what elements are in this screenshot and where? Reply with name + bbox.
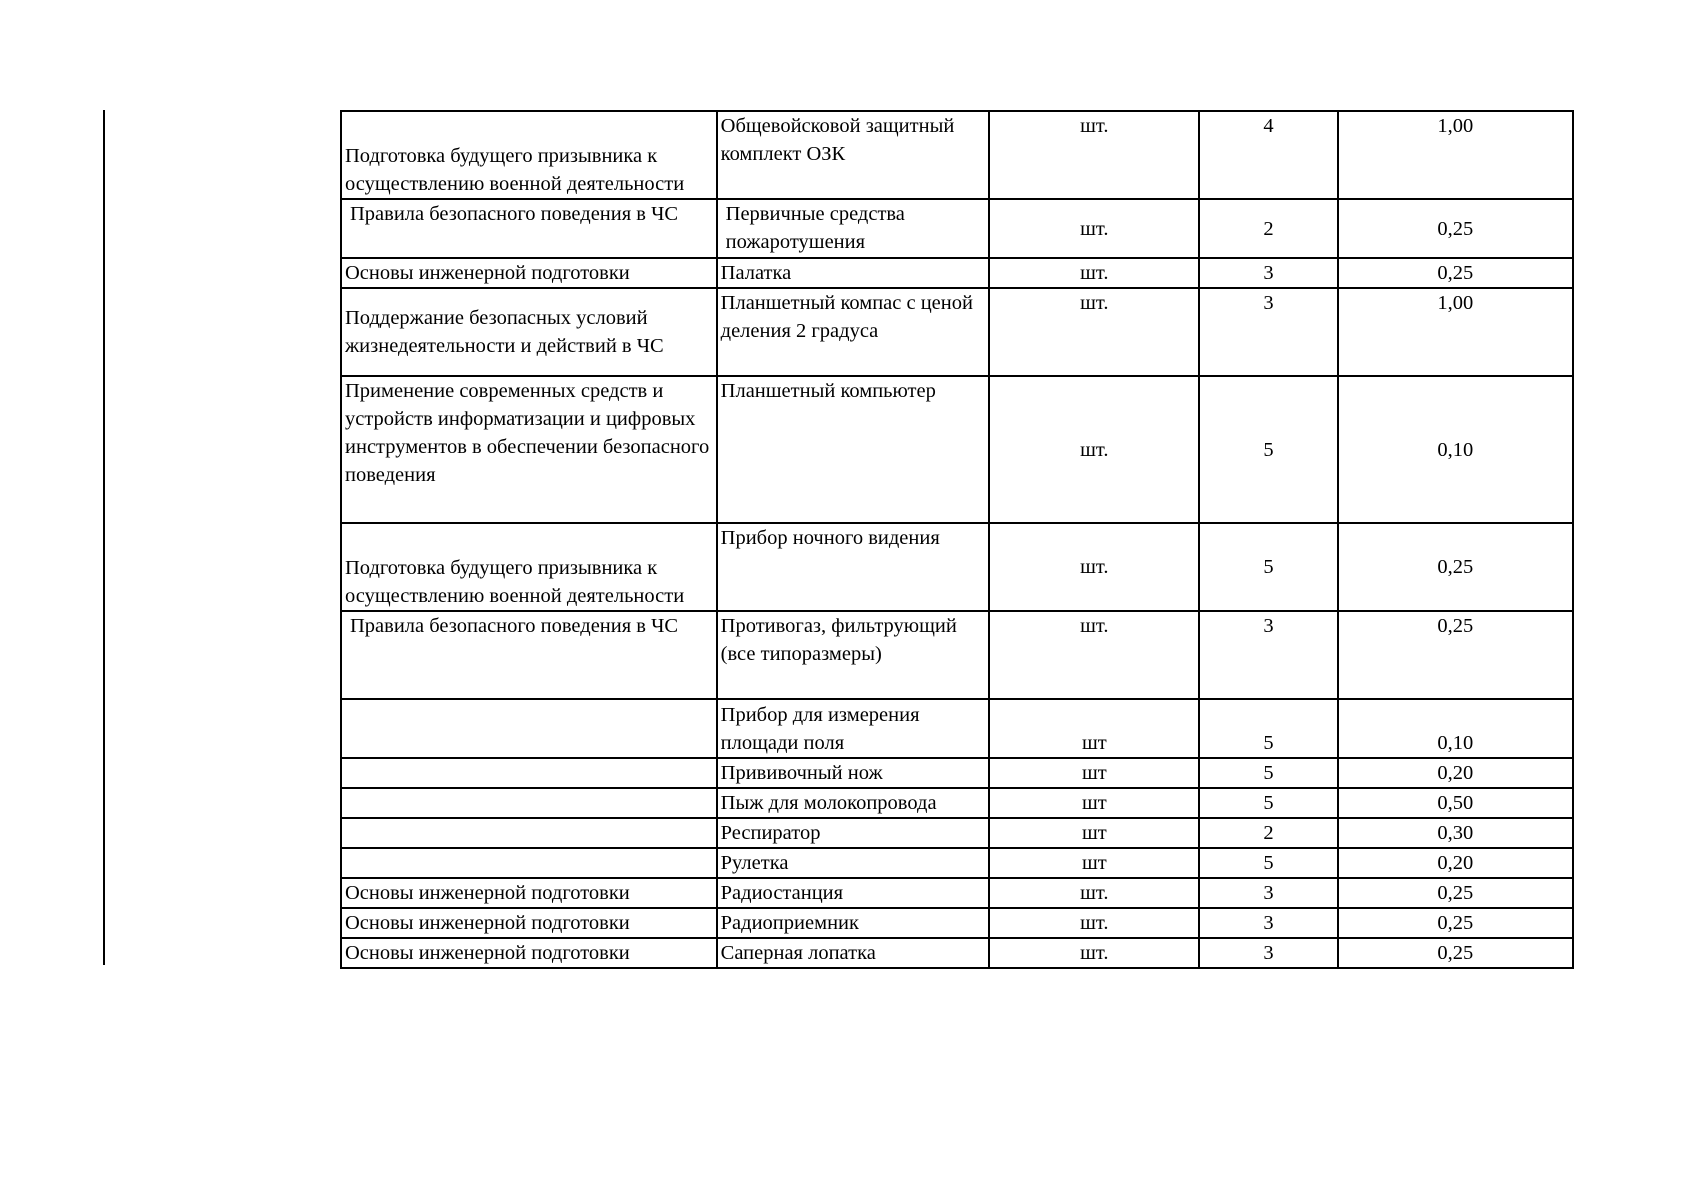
norm-cell: 0,20 [1338, 758, 1573, 788]
section-cell: Основы инженерной подготовки [341, 908, 717, 938]
quantity-cell: 3 [1199, 611, 1337, 699]
section-cell: Основы инженерной подготовки [341, 938, 717, 968]
unit-cell: шт [989, 788, 1199, 818]
item-cell: Радиостанция [717, 878, 990, 908]
section-cell [341, 818, 717, 848]
quantity-cell: 2 [1199, 818, 1337, 848]
table-row [341, 199, 1573, 258]
section-cell: Основы инженерной подготовки [341, 878, 717, 908]
equipment-table [340, 110, 1574, 969]
quantity-cell: 5 [1199, 523, 1337, 611]
unit-cell: шт. [989, 908, 1199, 938]
item-cell: Рулетка [717, 848, 990, 878]
norm-cell: 0,25 [1338, 938, 1573, 968]
unit-cell: шт. [989, 199, 1199, 258]
unit-cell: шт [989, 699, 1199, 758]
item-cell: Радиоприемник [717, 908, 990, 938]
unit-cell: шт. [989, 523, 1199, 611]
unit-cell: шт [989, 848, 1199, 878]
norm-cell: 0,25 [1338, 878, 1573, 908]
section-cell [341, 758, 717, 788]
quantity-cell: 3 [1199, 258, 1337, 288]
table-row [341, 611, 1573, 699]
item-cell: Прибор ночного видения [717, 523, 990, 611]
table-row [341, 848, 1573, 878]
table-row [341, 938, 1573, 968]
section-cell: Правила безопасного поведения в ЧС [341, 199, 717, 258]
norm-cell: 0,10 [1338, 376, 1573, 523]
norm-cell: 0,10 [1338, 699, 1573, 758]
section-cell [341, 848, 717, 878]
norm-cell: 1,00 [1338, 288, 1573, 376]
section-cell: Поддержание безопасных условий жизнедеятельности и действий в ЧС [341, 288, 717, 376]
quantity-cell: 5 [1199, 848, 1337, 878]
item-cell: Прибор для измерения площади поля [717, 699, 990, 758]
unit-cell: шт. [989, 376, 1199, 523]
table-row [341, 258, 1573, 288]
section-cell [341, 788, 717, 818]
item-cell: Противогаз, фильтрующий (все типоразмеры) [717, 611, 990, 699]
unit-cell: шт [989, 818, 1199, 848]
quantity-cell: 3 [1199, 908, 1337, 938]
unit-cell: шт. [989, 111, 1199, 199]
item-cell: Общевойсковой защитный комплект ОЗК [717, 111, 990, 199]
section-cell: Применение современных средств и устройств информатизации и цифровых инструментов в обеспечении безопасного поведения [341, 376, 717, 523]
table-row [341, 758, 1573, 788]
quantity-cell: 5 [1199, 758, 1337, 788]
left-margin-line [103, 110, 105, 965]
item-cell: Первичные средства пожаротушения [717, 199, 990, 258]
section-cell: Подготовка будущего призывника к осуществлению военной деятельности [341, 523, 717, 611]
norm-cell: 0,50 [1338, 788, 1573, 818]
quantity-cell: 3 [1199, 878, 1337, 908]
item-cell: Планшетный компас с ценой деления 2 градуса [717, 288, 990, 376]
table-row [341, 523, 1573, 611]
unit-cell: шт. [989, 288, 1199, 376]
section-cell: Основы инженерной подготовки [341, 258, 717, 288]
table-row [341, 376, 1573, 523]
item-cell: Пыж для молокопровода [717, 788, 990, 818]
quantity-cell: 4 [1199, 111, 1337, 199]
norm-cell: 0,25 [1338, 611, 1573, 699]
section-cell: Подготовка будущего призывника к осуществлению военной деятельности [341, 111, 717, 199]
unit-cell: шт [989, 758, 1199, 788]
quantity-cell: 3 [1199, 938, 1337, 968]
unit-cell: шт. [989, 611, 1199, 699]
norm-cell: 0,25 [1338, 908, 1573, 938]
section-cell: Правила безопасного поведения в ЧС [341, 611, 717, 699]
table-row [341, 908, 1573, 938]
norm-cell: 0,30 [1338, 818, 1573, 848]
quantity-cell: 5 [1199, 699, 1337, 758]
item-cell: Планшетный компьютер [717, 376, 990, 523]
table-row [341, 788, 1573, 818]
item-cell: Палатка [717, 258, 990, 288]
table-row [341, 818, 1573, 848]
table-row [341, 111, 1573, 199]
table-row [341, 878, 1573, 908]
norm-cell: 0,20 [1338, 848, 1573, 878]
item-cell: Респиратор [717, 818, 990, 848]
norm-cell: 0,25 [1338, 199, 1573, 258]
item-cell: Саперная лопатка [717, 938, 990, 968]
table-row [341, 288, 1573, 376]
norm-cell: 1,00 [1338, 111, 1573, 199]
norm-cell: 0,25 [1338, 258, 1573, 288]
unit-cell: шт. [989, 258, 1199, 288]
norm-cell: 0,25 [1338, 523, 1573, 611]
quantity-cell: 5 [1199, 788, 1337, 818]
quantity-cell: 5 [1199, 376, 1337, 523]
quantity-cell: 3 [1199, 288, 1337, 376]
table-row [341, 699, 1573, 758]
unit-cell: шт. [989, 878, 1199, 908]
quantity-cell: 2 [1199, 199, 1337, 258]
section-cell [341, 699, 717, 758]
unit-cell: шт. [989, 938, 1199, 968]
item-cell: Прививочный нож [717, 758, 990, 788]
